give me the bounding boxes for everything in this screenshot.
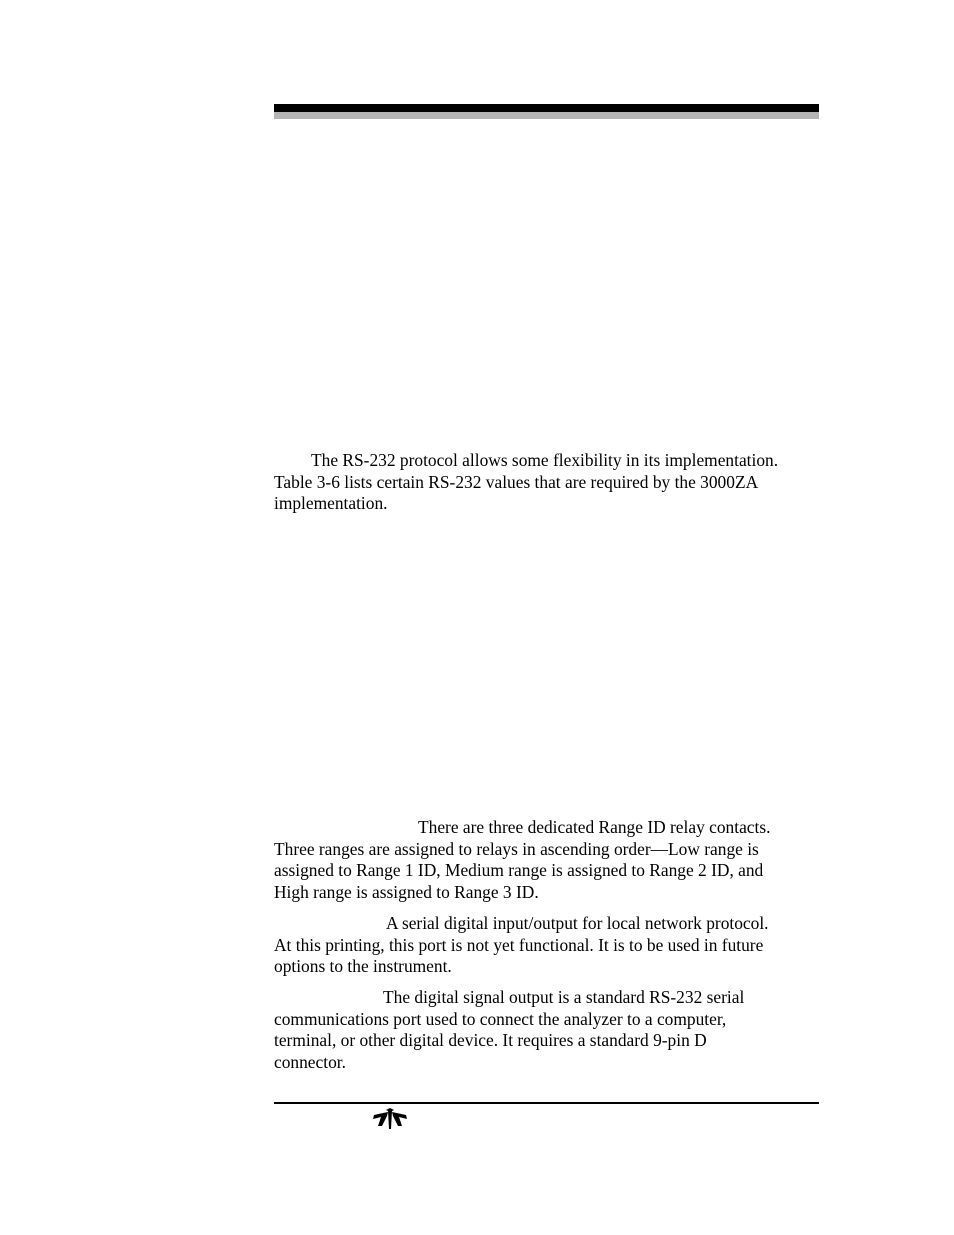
teledyne-logo-icon <box>372 1108 408 1130</box>
paragraph-line: There are three dedicated Range ID relay contacts. <box>418 817 771 837</box>
paragraph-line: The digital signal output is a standard RS-232 serial <box>383 987 745 1007</box>
paragraph-network-io <box>274 913 819 978</box>
paragraph-line: The RS-232 protocol allows some flexibility in its implementation. <box>311 450 779 470</box>
paragraph-line: communications port used to connect the analyzer to a computer, <box>274 1008 727 1029</box>
paragraph-line: Three ranges are assigned to relays in ascending order—Low range is <box>274 838 759 859</box>
footer-rule <box>274 1102 819 1104</box>
paragraph-rs232-port <box>274 987 819 1073</box>
paragraph-line: options to the instrument. <box>274 956 452 976</box>
header-rule-shadow <box>274 112 819 119</box>
paragraph-range-id-contacts <box>274 817 819 903</box>
paragraph-line: Table 3-6 lists certain RS-232 values that are required by the 3000ZA <box>274 471 759 492</box>
paragraph-line: implementation. <box>274 493 388 513</box>
paragraph-line: terminal, or other digital device. It requires a standard 9-pin D <box>274 1030 707 1050</box>
paragraph-rs232-protocol <box>274 450 819 515</box>
header-rule <box>274 104 819 112</box>
paragraph-line: assigned to Range 1 ID, Medium range is assigned to Range 2 ID, and <box>274 860 764 880</box>
paragraph-line: High range is assigned to Range 3 ID. <box>274 881 539 902</box>
paragraph-line: A serial digital input/output for local network protocol. <box>386 913 769 933</box>
paragraph-line: connector. <box>274 1051 346 1072</box>
paragraph-line: At this printing, this port is not yet functional. It is to be used in future <box>274 934 764 955</box>
